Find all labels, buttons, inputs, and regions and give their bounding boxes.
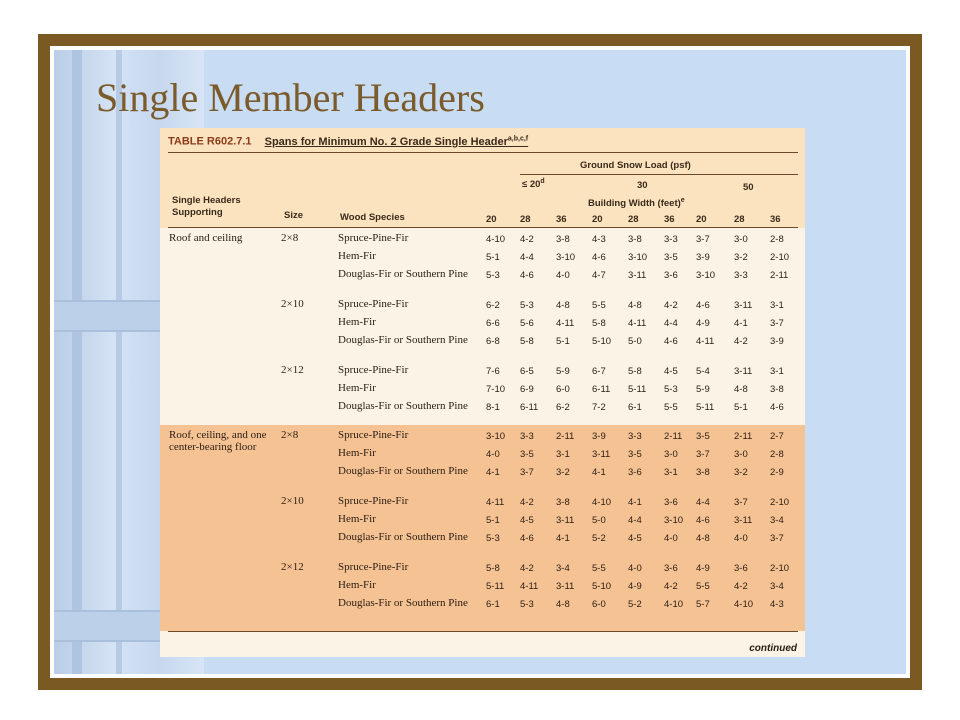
span-value: 3-10: [486, 431, 506, 442]
span-value: 4-5: [664, 366, 678, 377]
span-value: 2-8: [770, 449, 784, 460]
span-value: 3-11: [556, 515, 575, 526]
ground-snow-load-header: Ground Snow Load (psf): [580, 160, 691, 171]
span-value: 3-5: [628, 449, 642, 460]
span-value: 3-11: [734, 366, 753, 377]
span-value: 6-11: [520, 402, 539, 413]
span-value: 7-10: [486, 384, 506, 395]
span-value: 5-11: [628, 384, 647, 395]
building-width-9: 36: [770, 214, 781, 225]
span-value: 4-1: [556, 533, 570, 544]
span-value: 3-1: [664, 467, 678, 478]
span-value: 4-11: [696, 336, 715, 347]
span-value: 3-2: [734, 467, 748, 478]
span-value: 3-6: [664, 497, 678, 508]
span-value: 6-2: [556, 402, 570, 413]
span-value: 5-7: [696, 599, 710, 610]
span-value: 4-10: [664, 599, 684, 610]
span-value: 2-10: [770, 563, 790, 574]
span-value: 4-2: [734, 581, 748, 592]
span-value: 3-1: [770, 300, 784, 311]
span-value: 3-5: [696, 431, 710, 442]
span-value: 3-7: [734, 497, 748, 508]
span-value: 4-6: [696, 300, 710, 311]
species-label: Douglas-Fir or Southern Pine: [338, 268, 468, 280]
species-label: Hem-Fir: [338, 250, 376, 262]
span-value: 4-8: [734, 384, 748, 395]
span-value: 4-10: [734, 599, 754, 610]
species-label: Hem-Fir: [338, 382, 376, 394]
span-value: 4-6: [520, 270, 534, 281]
span-value: 6-2: [486, 300, 500, 311]
span-value: 3-2: [556, 467, 570, 478]
span-value: 2-9: [770, 467, 784, 478]
span-value: 4-1: [734, 318, 748, 329]
span-value: 4-8: [556, 599, 570, 610]
span-value: 3-11: [734, 300, 753, 311]
span-value: 6-6: [486, 318, 500, 329]
table-caption: [168, 135, 528, 148]
span-value: 6-1: [628, 402, 642, 413]
building-width-4: 20: [592, 214, 603, 225]
span-value: 4-2: [664, 581, 678, 592]
span-value: 5-2: [592, 533, 606, 544]
span-value: 4-9: [628, 581, 642, 592]
span-value: 5-3: [486, 533, 500, 544]
span-value: 5-11: [696, 402, 715, 413]
span-value: 5-9: [556, 366, 570, 377]
size-label: 2×12: [281, 561, 304, 573]
span-value: 3-9: [696, 252, 710, 263]
span-value: 8-1: [486, 402, 500, 413]
span-value: 7-6: [486, 366, 500, 377]
span-value: 3-9: [592, 431, 606, 442]
span-value: 4-6: [696, 515, 710, 526]
span-value: 5-3: [520, 300, 534, 311]
span-value: 2-7: [770, 431, 784, 442]
span-value: 4-9: [696, 563, 710, 574]
span-value: 5-5: [696, 581, 710, 592]
span-value: 4-1: [486, 467, 500, 478]
span-value: 4-0: [734, 533, 748, 544]
span-value: 5-6: [520, 318, 534, 329]
span-value: 4-3: [592, 234, 606, 245]
span-value: 3-5: [664, 252, 678, 263]
species-label: Spruce-Pine-Fir: [338, 298, 409, 310]
span-value: 4-2: [664, 300, 678, 311]
span-value: 3-10: [556, 252, 576, 263]
span-value: 7-2: [592, 402, 606, 413]
span-value: 2-11: [770, 270, 789, 281]
span-value: 6-0: [592, 599, 606, 610]
building-width-1: 20: [486, 214, 497, 225]
size-label: 2×8: [281, 232, 299, 244]
span-value: 5-1: [486, 515, 500, 526]
span-value: 3-8: [628, 234, 642, 245]
span-value: 3-11: [734, 515, 753, 526]
building-width-5: 28: [628, 214, 639, 225]
span-value: 6-5: [520, 366, 534, 377]
span-value: 2-8: [770, 234, 784, 245]
span-value: 4-11: [486, 497, 505, 508]
span-value: 3-8: [556, 234, 570, 245]
span-value: 5-5: [592, 563, 606, 574]
species-label: Douglas-Fir or Southern Pine: [338, 334, 468, 346]
span-value: 3-3: [734, 270, 748, 281]
snow-load-50: 50: [743, 182, 754, 193]
species-label: Douglas-Fir or Southern Pine: [338, 400, 468, 412]
span-table: [160, 128, 805, 657]
span-value: 3-6: [664, 563, 678, 574]
span-value: 5-5: [664, 402, 678, 413]
species-label: Douglas-Fir or Southern Pine: [338, 531, 468, 543]
span-value: 5-8: [520, 336, 534, 347]
building-width-7: 20: [696, 214, 707, 225]
span-value: 3-11: [592, 449, 611, 460]
span-value: 5-1: [556, 336, 570, 347]
span-value: 2-10: [770, 497, 790, 508]
span-value: 4-10: [486, 234, 506, 245]
species-label: Spruce-Pine-Fir: [338, 429, 409, 441]
building-width-header: Building Width (feet)$^e$: [588, 197, 685, 210]
supporting-label: Roof and ceiling: [169, 232, 243, 244]
species-label: Douglas-Fir or Southern Pine: [338, 597, 468, 609]
span-value: 4-5: [628, 533, 642, 544]
span-value: 4-11: [628, 318, 647, 329]
span-value: 5-4: [696, 366, 710, 377]
species-label: Spruce-Pine-Fir: [338, 232, 409, 244]
size-label: 2×10: [281, 495, 304, 507]
span-value: 5-1: [734, 402, 748, 413]
building-width-8: 28: [734, 214, 745, 225]
span-value: 3-4: [770, 515, 784, 526]
span-value: 4-2: [734, 336, 748, 347]
span-value: 4-8: [628, 300, 642, 311]
span-value: 3-6: [628, 467, 642, 478]
col-size-header: Size: [284, 210, 304, 221]
span-value: 6-11: [592, 384, 611, 395]
span-value: 3-2: [734, 252, 748, 263]
building-width-3: 36: [556, 214, 567, 225]
span-value: 5-0: [592, 515, 606, 526]
table-title: Spans for Minimum No. 2 Grade Single Header$^{a,b,c,f}$: [264, 135, 529, 148]
span-value: 3-8: [556, 497, 570, 508]
species-label: Douglas-Fir or Southern Pine: [338, 465, 468, 477]
span-value: 3-7: [696, 234, 710, 245]
span-value: 5-1: [486, 252, 500, 263]
span-value: 4-4: [628, 515, 642, 526]
span-value: 3-11: [628, 270, 647, 281]
span-value: 4-9: [696, 318, 710, 329]
span-value: 3-0: [664, 449, 678, 460]
span-value: 4-1: [628, 497, 642, 508]
span-value: 5-8: [592, 318, 606, 329]
span-value: 3-7: [520, 467, 534, 478]
span-value: 3-5: [520, 449, 534, 460]
span-value: 3-10: [664, 515, 684, 526]
span-value: 3-3: [628, 431, 642, 442]
span-value: 3-8: [770, 384, 784, 395]
span-value: 6-7: [592, 366, 606, 377]
span-value: 4-0: [664, 533, 678, 544]
span-value: 5-3: [486, 270, 500, 281]
span-value: 6-8: [486, 336, 500, 347]
span-value: 3-11: [556, 581, 575, 592]
span-value: 3-10: [628, 252, 648, 263]
span-value: 2-11: [734, 431, 753, 442]
size-label: 2×12: [281, 364, 304, 376]
span-value: 3-7: [770, 533, 784, 544]
span-value: 5-10: [592, 336, 612, 347]
supporting-label: Roof, ceiling, and one center-bearing floor: [169, 429, 267, 453]
span-value: 5-3: [520, 599, 534, 610]
species-label: Spruce-Pine-Fir: [338, 364, 409, 376]
span-value: 6-9: [520, 384, 534, 395]
col-supporting-header: Single Headers Supporting: [172, 195, 241, 218]
span-value: 4-0: [556, 270, 570, 281]
species-label: Hem-Fir: [338, 579, 376, 591]
span-value: 4-5: [520, 515, 534, 526]
species-label: Hem-Fir: [338, 513, 376, 525]
species-label: Spruce-Pine-Fir: [338, 561, 409, 573]
span-value: 4-10: [592, 497, 612, 508]
span-value: 3-3: [664, 234, 678, 245]
span-value: 6-1: [486, 599, 500, 610]
span-value: 4-4: [520, 252, 534, 263]
building-width-2: 28: [520, 214, 531, 225]
snow-load-20: ≤ $20^d$: [522, 178, 545, 191]
span-value: 5-2: [628, 599, 642, 610]
span-value: 4-0: [628, 563, 642, 574]
span-value: 5-5: [592, 300, 606, 311]
span-value: 3-6: [734, 563, 748, 574]
building-width-6: 36: [664, 214, 675, 225]
size-label: 2×10: [281, 298, 304, 310]
span-value: 3-4: [556, 563, 570, 574]
species-label: Spruce-Pine-Fir: [338, 495, 409, 507]
span-value: 3-1: [770, 366, 784, 377]
span-value: 4-2: [520, 497, 534, 508]
span-value: 3-0: [734, 449, 748, 460]
span-value: 5-8: [628, 366, 642, 377]
span-value: 5-10: [592, 581, 612, 592]
species-label: Hem-Fir: [338, 447, 376, 459]
span-value: 4-3: [770, 599, 784, 610]
span-value: 5-11: [486, 581, 505, 592]
col-species-header: Wood Species: [340, 212, 405, 223]
span-value: 4-11: [520, 581, 539, 592]
span-value: 5-9: [696, 384, 710, 395]
span-value: 4-0: [486, 449, 500, 460]
span-value: 3-1: [556, 449, 570, 460]
span-value: 3-9: [770, 336, 784, 347]
continued-note: continued: [749, 643, 797, 654]
span-value: 2-11: [664, 431, 683, 442]
span-value: 5-3: [664, 384, 678, 395]
span-value: 4-2: [520, 563, 534, 574]
slide-title: Single Member Headers: [96, 75, 485, 120]
span-value: 4-8: [556, 300, 570, 311]
span-value: 3-6: [664, 270, 678, 281]
span-value: 4-4: [696, 497, 710, 508]
span-value: 2-10: [770, 252, 790, 263]
span-value: 4-8: [696, 533, 710, 544]
span-value: 3-0: [734, 234, 748, 245]
span-value: 4-6: [664, 336, 678, 347]
span-value: 5-8: [486, 563, 500, 574]
size-label: 2×8: [281, 429, 299, 441]
span-value: 4-6: [520, 533, 534, 544]
span-value: 4-4: [664, 318, 678, 329]
span-value: 4-1: [592, 467, 606, 478]
span-value: 3-3: [520, 431, 534, 442]
span-value: 5-0: [628, 336, 642, 347]
span-value: 3-10: [696, 270, 716, 281]
species-label: Hem-Fir: [338, 316, 376, 328]
span-value: 3-7: [696, 449, 710, 460]
span-value: 3-8: [696, 467, 710, 478]
table-number: TABLE R602.7.1: [168, 135, 252, 148]
span-value: 4-2: [520, 234, 534, 245]
span-value: 4-7: [592, 270, 606, 281]
span-value: 4-6: [770, 402, 784, 413]
span-value: 4-6: [592, 252, 606, 263]
span-value: 3-7: [770, 318, 784, 329]
span-value: 3-4: [770, 581, 784, 592]
span-value: 6-0: [556, 384, 570, 395]
snow-load-30: 30: [637, 180, 648, 191]
span-value: 2-11: [556, 431, 575, 442]
span-value: 4-11: [556, 318, 575, 329]
